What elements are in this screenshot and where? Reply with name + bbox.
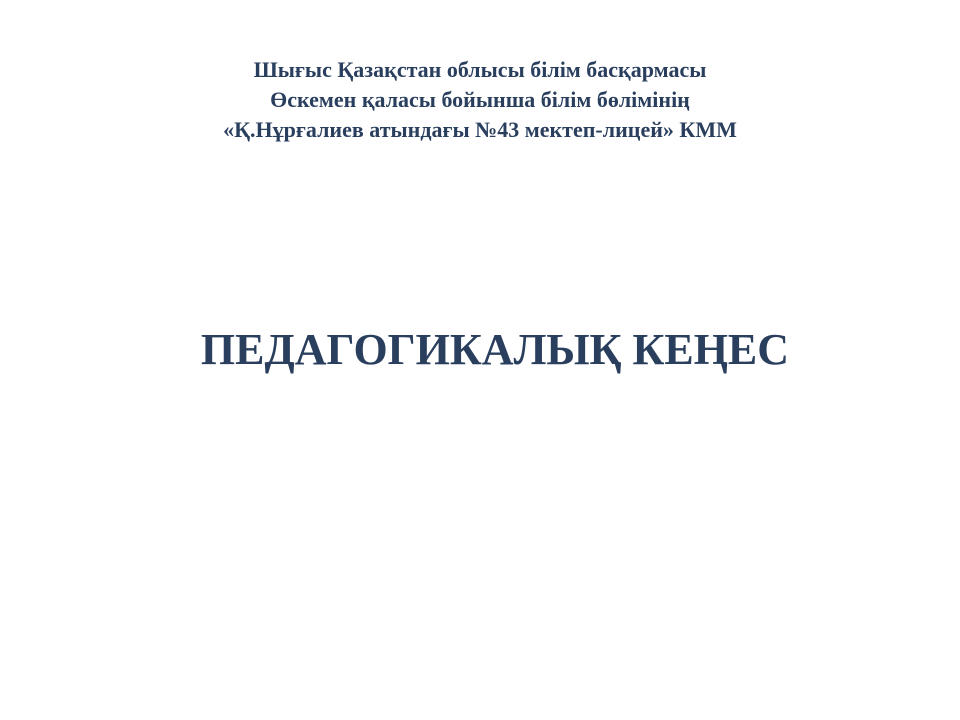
header-line-department: Өскемен қаласы бойынша білім бөлімінің bbox=[270, 87, 690, 112]
header-line-school: «Қ.Нұрғалиев атындағы №43 мектеп-лицей» КММ bbox=[223, 117, 737, 142]
institution-header bbox=[0, 55, 960, 145]
header-line-region: Шығыс Қазақстан облысы білім басқармасы bbox=[253, 57, 707, 82]
slide-title: ПЕДАГОГИКАЛЫҚ КЕҢЕС bbox=[200, 325, 790, 374]
